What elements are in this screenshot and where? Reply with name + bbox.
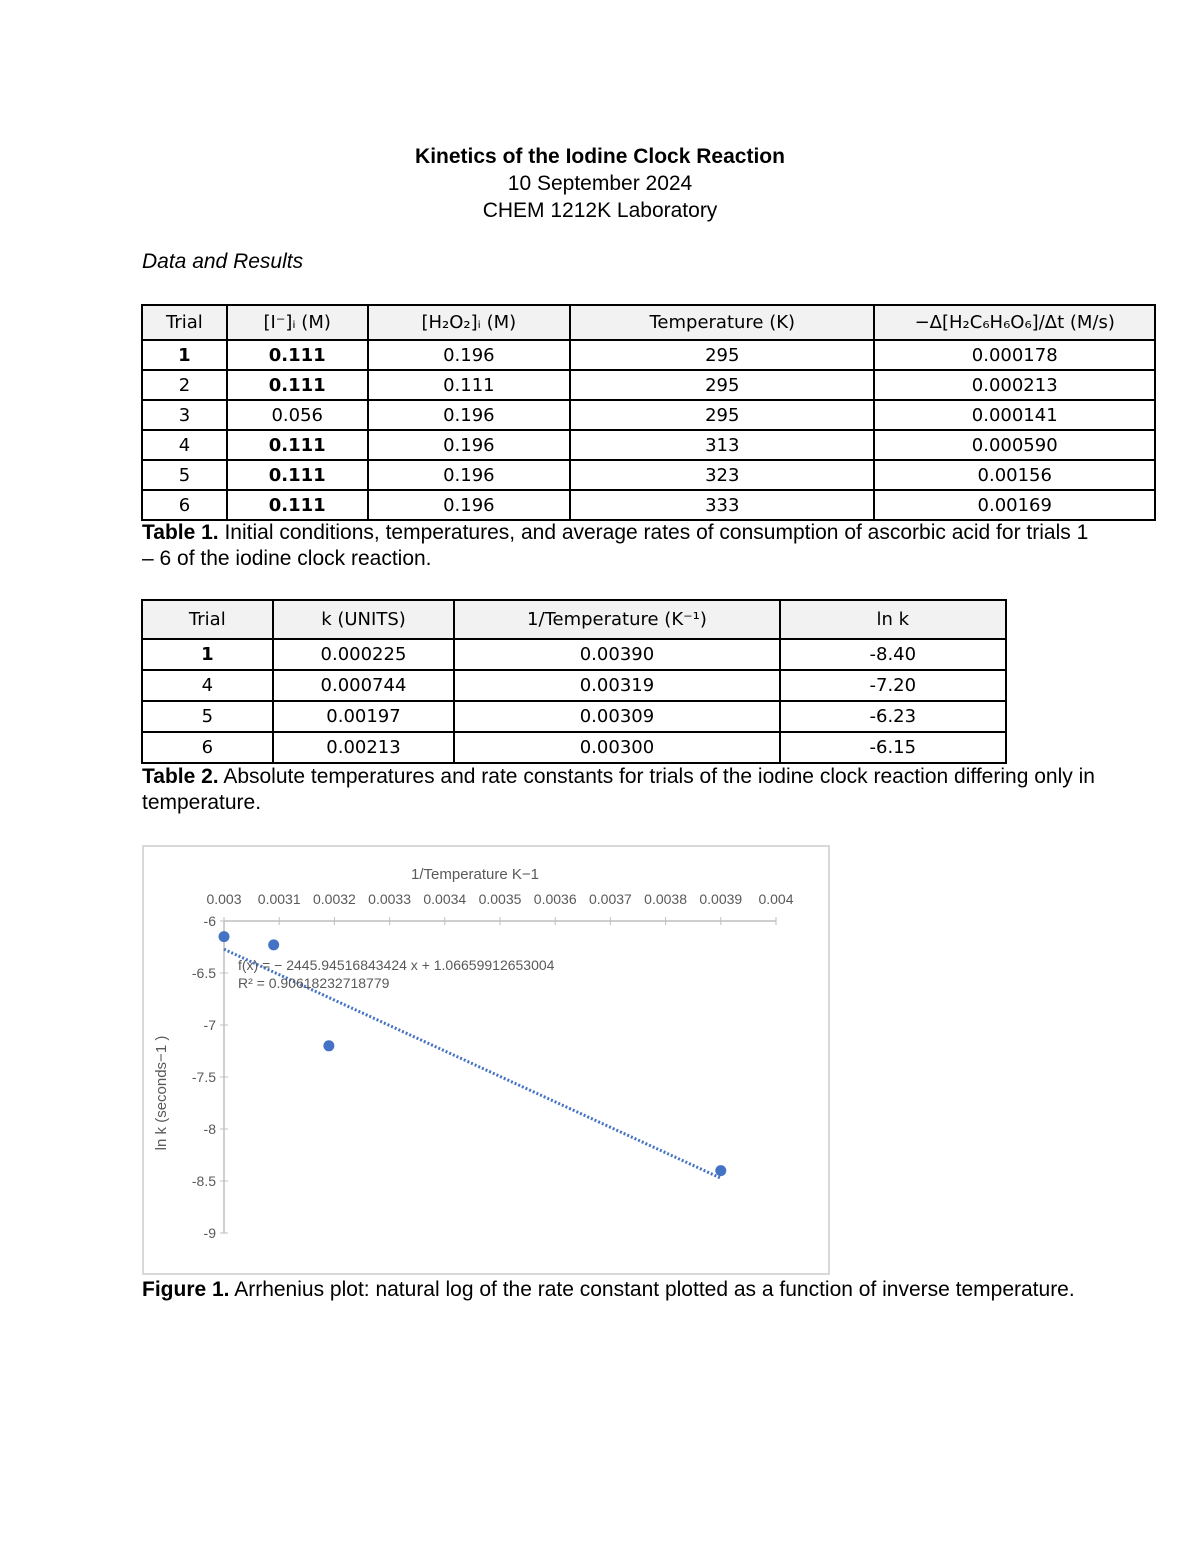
table-cell: -6.15	[780, 732, 1006, 763]
table-cell: -6.23	[780, 701, 1006, 732]
y-axis-title: ln k (seconds−1 )	[153, 1035, 170, 1151]
table-cell: 0.000213	[874, 370, 1155, 400]
table-cell: 0.196	[368, 340, 571, 370]
table-cell: 0.111	[227, 340, 368, 370]
table-1-caption-text: Initial conditions, temperatures, and average rates of consumption of ascorbic acid for trials 1 – 6 of the iodine clock reaction.	[142, 521, 1089, 570]
y-tick-label: -6	[203, 913, 216, 929]
table-1-header-row	[142, 305, 1155, 340]
table-1-caption	[142, 520, 1102, 572]
x-tick-label: 0.004	[758, 891, 794, 907]
table-2-header-k: k (UNITS)	[273, 600, 455, 639]
table-cell: 5	[142, 701, 273, 732]
table-2-header-inverse-temperature: 1/Temperature (K⁻¹)	[454, 600, 779, 639]
y-tick-label: -8.5	[191, 1173, 216, 1189]
figure-1-caption-label: Figure 1.	[142, 1278, 230, 1301]
table-row	[142, 490, 1155, 520]
table-cell: 0.111	[227, 430, 368, 460]
table-cell: 0.00319	[454, 670, 779, 701]
x-axis-title: 1/Temperature K−1	[411, 866, 539, 883]
data-point	[268, 939, 279, 950]
table-row	[142, 639, 1006, 670]
r-squared-label: R² = 0.90618232718779	[238, 975, 390, 991]
y-tick-label: -9	[203, 1225, 216, 1241]
table-cell: 1	[142, 639, 273, 670]
y-tick-label: -7.5	[191, 1069, 216, 1085]
table-cell: 0.196	[368, 460, 571, 490]
table-cell: 6	[142, 732, 273, 763]
document-title: Kinetics of the Iodine Clock Reaction	[415, 145, 785, 168]
table-cell: 0.196	[368, 430, 571, 460]
table-cell: -8.40	[780, 639, 1006, 670]
figure-1-caption	[142, 1277, 1102, 1303]
table-row	[142, 370, 1155, 400]
y-tick-label: -8	[203, 1121, 216, 1137]
y-tick-label: -7	[203, 1017, 216, 1033]
table-cell: 4	[142, 670, 273, 701]
x-tick-label: 0.0038	[644, 891, 688, 907]
figure-1-caption-text: Arrhenius plot: natural log of the rate constant plotted as a function of inverse temperature.	[229, 1278, 1075, 1301]
table-cell: 0.00169	[874, 490, 1155, 520]
table-cell: 0.00300	[454, 732, 779, 763]
table-cell: 0.111	[368, 370, 571, 400]
table-cell: 4	[142, 430, 227, 460]
table-cell: 5	[142, 460, 227, 490]
table-2-header-row	[142, 600, 1006, 639]
table-1-header-iodide: [I⁻]ᵢ (M)	[227, 305, 368, 340]
table-row	[142, 701, 1006, 732]
table-row	[142, 732, 1006, 763]
data-point	[323, 1040, 334, 1051]
table-cell: 0.111	[227, 460, 368, 490]
table-cell: 0.00309	[454, 701, 779, 732]
table-cell: 0.196	[368, 490, 571, 520]
table-1-header-rate: −Δ[H₂C₆H₆O₆]/Δt (M/s)	[874, 305, 1155, 340]
table-cell: 333	[570, 490, 874, 520]
table-2-caption-label: Table 2.	[142, 765, 219, 788]
table-cell: 295	[570, 370, 874, 400]
x-tick-label: 0.0039	[699, 891, 743, 907]
table-row	[142, 400, 1155, 430]
table-row	[142, 670, 1006, 701]
table-cell: 0.111	[227, 370, 368, 400]
table-2-caption-text: Absolute temperatures and rate constants for trials of the iodine clock reaction differing only in temperature.	[142, 765, 1095, 814]
x-tick-label: 0.0037	[588, 891, 632, 907]
table-2-header-ln-k: ln k	[780, 600, 1006, 639]
x-tick-label: 0.0035	[478, 891, 522, 907]
x-tick-label: 0.0033	[368, 891, 412, 907]
table-cell: 0.00156	[874, 460, 1155, 490]
table-cell: 295	[570, 400, 874, 430]
table-cell: 313	[570, 430, 874, 460]
table-cell: 0.00197	[273, 701, 455, 732]
table-cell: 0.111	[227, 490, 368, 520]
x-tick-label: 0.003	[206, 891, 242, 907]
x-tick-label: 0.0032	[312, 891, 356, 907]
document-date: 10 September 2024	[507, 172, 693, 195]
x-tick-label: 0.0031	[257, 891, 301, 907]
table-cell: 0.000178	[874, 340, 1155, 370]
table-2-header-trial: Trial	[142, 600, 273, 639]
table-cell: 0.000141	[874, 400, 1155, 430]
table-cell: 3	[142, 400, 227, 430]
table-cell: 323	[570, 460, 874, 490]
table-cell: 0.000744	[273, 670, 455, 701]
table-row	[142, 460, 1155, 490]
arrhenius-chart-frame	[142, 845, 830, 1275]
table-cell: 1	[142, 340, 227, 370]
table-1-header-trial: Trial	[142, 305, 227, 340]
data-point	[715, 1165, 726, 1176]
table-cell: 0.056	[227, 400, 368, 430]
table-cell: 0.196	[368, 400, 571, 430]
table-cell: 0.00390	[454, 639, 779, 670]
data-point	[219, 931, 230, 942]
x-tick-label: 0.0036	[533, 891, 577, 907]
table-cell: 6	[142, 490, 227, 520]
table-2	[141, 599, 1007, 764]
table-cell: 2	[142, 370, 227, 400]
table-1-header-peroxide: [H₂O₂]ᵢ (M)	[368, 305, 571, 340]
x-tick-label: 0.0034	[423, 891, 467, 907]
y-tick-label: -6.5	[191, 965, 216, 981]
table-1-caption-label: Table 1.	[142, 521, 219, 544]
table-cell: 0.000590	[874, 430, 1155, 460]
table-cell: -7.20	[780, 670, 1006, 701]
course-name: CHEM 1212K Laboratory	[482, 199, 718, 222]
trendline-equation: f(x) = − 2445.94516843424 x + 1.06659912653004	[238, 957, 555, 973]
table-row	[142, 340, 1155, 370]
table-1	[141, 304, 1156, 521]
table-cell: 0.000225	[273, 639, 455, 670]
table-2-caption	[142, 764, 1102, 816]
table-1-header-temperature: Temperature (K)	[570, 305, 874, 340]
table-cell: 295	[570, 340, 874, 370]
table-cell: 0.00213	[273, 732, 455, 763]
arrhenius-chart	[144, 847, 828, 1273]
table-row	[142, 430, 1155, 460]
section-heading: Data and Results	[142, 250, 304, 273]
